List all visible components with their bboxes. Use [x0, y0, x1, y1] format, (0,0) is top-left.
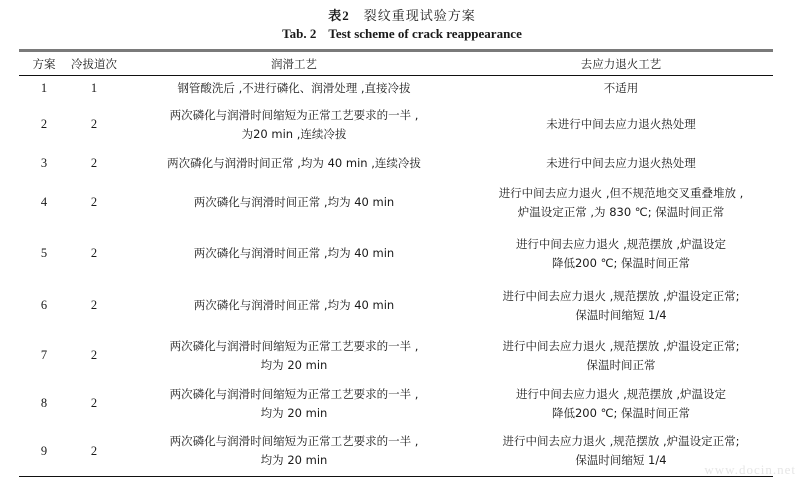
cell-line: 两次磷化与润滑时间正常 ,均为 40 min [193, 195, 395, 209]
cell-line: 两次磷化与润滑时间缩短为正常工艺要求的一半 , [169, 338, 419, 353]
header-passes: 冷拔道次 [71, 56, 117, 71]
test-scheme-table [19, 49, 773, 477]
cell-line: 降低200 ℃; 保温时间正常 [551, 405, 691, 420]
table-caption-english [0, 26, 804, 42]
cell-annealing [469, 227, 773, 281]
cell-scheme: 4 [40, 195, 48, 209]
header-annealing: 去应力退火工艺 [580, 56, 662, 71]
cell-scheme: 7 [40, 348, 48, 362]
cell-line: 进行中间去应力退火 ,规范摆放 ,炉温设定正常; [502, 338, 740, 353]
cell-line: 均为 20 min [260, 357, 328, 372]
cell-annealing [469, 281, 773, 331]
cell-annealing [469, 101, 773, 149]
cell-line: 两次磷化与润滑时间缩短为正常工艺要求的一半 , [169, 434, 419, 449]
cell-line: 两次磷化与润滑时间正常 ,均为 40 min [193, 246, 395, 260]
cell-line: 未进行中间去应力退火热处理 [546, 156, 696, 170]
cell-line: 进行中间去应力退火 ,但不规范地交叉重叠堆放 , [498, 185, 744, 200]
table-row [19, 381, 773, 427]
cell-line: 均为 20 min [260, 453, 328, 468]
table-row [19, 281, 773, 331]
table-row [19, 76, 773, 101]
cell-scheme: 5 [40, 246, 48, 260]
cell-passes: 2 [90, 195, 98, 209]
cell-line: 进行中间去应力退火 ,规范摆放 ,炉温设定正常; [502, 288, 740, 303]
cell-annealing [469, 331, 773, 381]
cell-line: 炉温设定正常 ,为 830 ℃; 保温时间正常 [517, 204, 725, 219]
cell-lubrication [119, 76, 469, 101]
table-number-cn: 表2 [328, 8, 350, 23]
cell-passes: 2 [90, 348, 98, 362]
cell-line: 进行中间去应力退火 ,规范摆放 ,炉温设定 [515, 386, 727, 401]
cell-annealing [469, 149, 773, 179]
table-number-en: Tab. 2 [282, 26, 317, 41]
cell-annealing [469, 179, 773, 227]
cell-line: 两次磷化与润滑时间正常 ,均为 40 min [193, 298, 395, 312]
table-row [19, 101, 773, 149]
watermark: www.docin.net [704, 462, 796, 477]
cell-passes: 2 [90, 443, 98, 458]
table-row [19, 149, 773, 179]
header-scheme: 方案 [32, 56, 56, 71]
cell-lubrication [119, 331, 469, 381]
cell-scheme: 3 [40, 156, 48, 170]
cell-line: 均为 20 min [260, 405, 328, 420]
cell-line: 未进行中间去应力退火热处理 [546, 117, 696, 131]
cell-passes: 2 [90, 298, 98, 312]
cell-scheme: 9 [40, 443, 48, 458]
cell-scheme: 6 [40, 298, 48, 312]
table-title-cn: 裂纹重现试验方案 [363, 9, 476, 24]
cell-passes: 1 [90, 80, 98, 95]
cell-lubrication [119, 281, 469, 331]
cell-line: 保温时间缩短 1/4 [575, 453, 667, 468]
cell-line: 进行中间去应力退火 ,规范摆放 ,炉温设定正常; [502, 434, 740, 449]
cell-annealing [469, 76, 773, 101]
cell-scheme: 1 [40, 80, 48, 95]
cell-lubrication [119, 179, 469, 227]
cell-line: 保温时间缩短 1/4 [575, 307, 667, 322]
cell-passes: 2 [90, 396, 98, 410]
cell-scheme: 8 [40, 396, 48, 410]
cell-lubrication [119, 149, 469, 179]
table-row [19, 227, 773, 281]
table-caption-chinese [0, 5, 804, 24]
header-lubrication: 润滑工艺 [271, 56, 317, 71]
table-row [19, 331, 773, 381]
cell-passes: 2 [90, 156, 98, 170]
cell-line: 降低200 ℃; 保温时间正常 [551, 255, 691, 270]
cell-lubrication [119, 381, 469, 427]
cell-scheme: 2 [40, 117, 48, 131]
cell-lubrication [119, 101, 469, 149]
table-row [19, 427, 773, 477]
cell-lubrication [119, 427, 469, 477]
table-title-en: Test scheme of crack reappearance [328, 26, 522, 41]
cell-line: 进行中间去应力退火 ,规范摆放 ,炉温设定 [515, 236, 727, 251]
cell-line: 两次磷化与润滑时间缩短为正常工艺要求的一半 , [169, 386, 419, 401]
cell-line: 为20 min ,连续冷拔 [241, 126, 347, 141]
cell-line: 不适用 [603, 80, 639, 95]
cell-line: 两次磷化与润滑时间正常 ,均为 40 min ,连续冷拔 [167, 156, 421, 170]
table-header-row [19, 51, 773, 76]
cell-line: 保温时间正常 [586, 357, 656, 372]
cell-lubrication [119, 227, 469, 281]
cell-passes: 2 [90, 117, 98, 131]
table-row [19, 179, 773, 227]
cell-passes: 2 [90, 246, 98, 260]
cell-line: 两次磷化与润滑时间缩短为正常工艺要求的一半 , [169, 107, 419, 122]
cell-annealing [469, 381, 773, 427]
cell-line: 钢管酸洗后 ,不进行磷化、润滑处理 ,直接冷拔 [177, 80, 411, 95]
